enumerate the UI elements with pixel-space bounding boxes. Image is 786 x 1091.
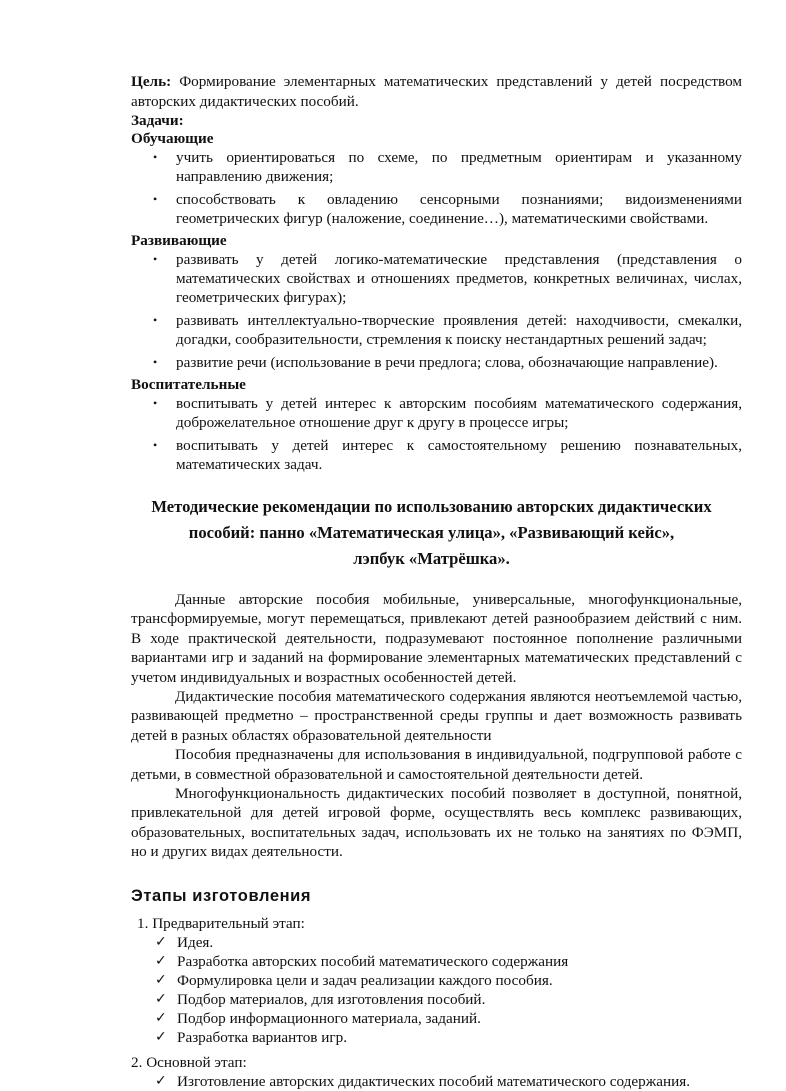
checkmark-icon: ✓	[155, 990, 167, 1007]
paragraph-1: Данные авторские пособия мобильные, универсальные, многофункциональные, трансформируемые, могут перемещаться, привлекают детей разнообразием действий с ним. В ходе практической деятельности, подразумевают постоянное пополнение различными вариантами игр и заданий на формирование элементарных математических представлений с учетом индивидуальных и возрастных особенностей детей.	[131, 591, 742, 686]
list-item: • развивать у детей логико-математические представления (представления о математических свойствах и отношениях предметов, конкретных величинах, числах, геометрических фигурах);	[153, 251, 742, 306]
method-title-line-2: пособий: панно «Математическая улица», «Развивающий кейс»,	[188, 523, 675, 542]
list-item: ✓ Разработка вариантов игр.	[155, 1028, 348, 1046]
checkmark-icon: ✓	[155, 1028, 167, 1045]
goal-label: Цель:	[131, 73, 172, 90]
bullet-icon: •	[153, 438, 158, 452]
tasks-label: Задачи:	[131, 112, 184, 129]
bullet-icon: •	[153, 355, 158, 369]
list-item: ✓ Изготовление авторских дидактических пособий математического содержания.	[155, 1072, 691, 1090]
paragraph-3: Пособия предназначены для использования в индивидуальной, подгрупповой работе с детьми, в совместной образовательной и самостоятельной деятельности детей.	[131, 746, 742, 783]
list-item: ✓ Идея.	[155, 933, 214, 951]
method-title	[131, 494, 742, 572]
stage-1-title: 1. Предварительный этап:	[137, 914, 305, 932]
checkmark-icon: ✓	[155, 1072, 167, 1089]
bullet-icon: •	[153, 150, 158, 164]
list-item: ✓ Разработка авторских пособий математического содержания	[155, 952, 569, 970]
task-group-title-developing: Развивающие	[131, 232, 227, 249]
list-item: ✓ Подбор материалов, для изготовления пособий.	[155, 990, 486, 1008]
list-item: • развивать интеллектуально-творческие проявления детей: находчивости, смекалки, догадки, сообразительности, стремления к поиску нестандартных решений задач;	[153, 312, 742, 348]
goal-block	[131, 72, 742, 112]
checkmark-icon: ✓	[155, 933, 167, 950]
list-item: ✓ Подбор информационного материала, заданий.	[155, 1009, 481, 1027]
task-list-developing	[131, 250, 742, 372]
task-list-teaching	[131, 148, 742, 228]
paragraph-2: Дидактические пособия математического содержания являются неотъемлемой частью, развивающей предметно – пространственной среды группы и дает возможность развивать детей в разных областях образовательной деятельности	[131, 688, 742, 744]
bullet-icon: •	[153, 396, 158, 410]
stages-title: Этапы изготовления	[131, 886, 312, 905]
list-item: ✓ Формулировка цели и задач реализации каждого пособия.	[155, 971, 553, 989]
list-item: • воспитывать у детей интерес к авторским пособиям математического содержания, доброжелательное отношение друг к другу в процессе игры;	[153, 395, 742, 431]
bullet-icon: •	[153, 252, 158, 266]
list-item: • развитие речи (использование в речи предлога; слова, обозначающие направление).	[153, 354, 718, 371]
bullet-icon: •	[153, 313, 158, 327]
method-title-line-1: Методические рекомендации по использованию авторских дидактических	[151, 497, 712, 516]
checkmark-icon: ✓	[155, 1009, 167, 1026]
stage-2-list	[131, 1072, 742, 1091]
list-item: • способствовать к овладению сенсорными познаниями; видоизменениями геометрических фигур (наложение, соединение…), математическими свойствами.	[153, 191, 742, 227]
checkmark-icon: ✓	[155, 952, 167, 969]
stage-1-list	[131, 933, 742, 1047]
paragraph-4: Многофункциональность дидактических пособий позволяет в доступной, понятной, привлекательной для детей игровой форме, осуществлять весь комплекс развивающих, образовательных, воспитательных задач, использовать их не только на занятиях по ФЭМП, но и других видах деятельности.	[131, 785, 742, 861]
list-item: • воспитывать у детей интерес к самостоятельному решению познавательных, математических задач.	[153, 437, 742, 473]
task-group-title-teaching: Обучающие	[131, 130, 214, 147]
task-list-educational	[131, 394, 742, 474]
bullet-icon: •	[153, 192, 158, 206]
checkmark-icon: ✓	[155, 971, 167, 988]
stage-2-title: 2. Основной этап:	[131, 1053, 247, 1071]
method-title-line-3: лэпбук «Матрёшка».	[353, 549, 510, 568]
list-item: • учить ориентироваться по схеме, по предметным ориентирам и указанному направлению движения;	[153, 149, 742, 185]
task-group-title-educational: Воспитательные	[131, 376, 246, 393]
goal-text: Формирование элементарных математических представлений у детей посредством авторских дидактических пособий.	[131, 73, 743, 110]
